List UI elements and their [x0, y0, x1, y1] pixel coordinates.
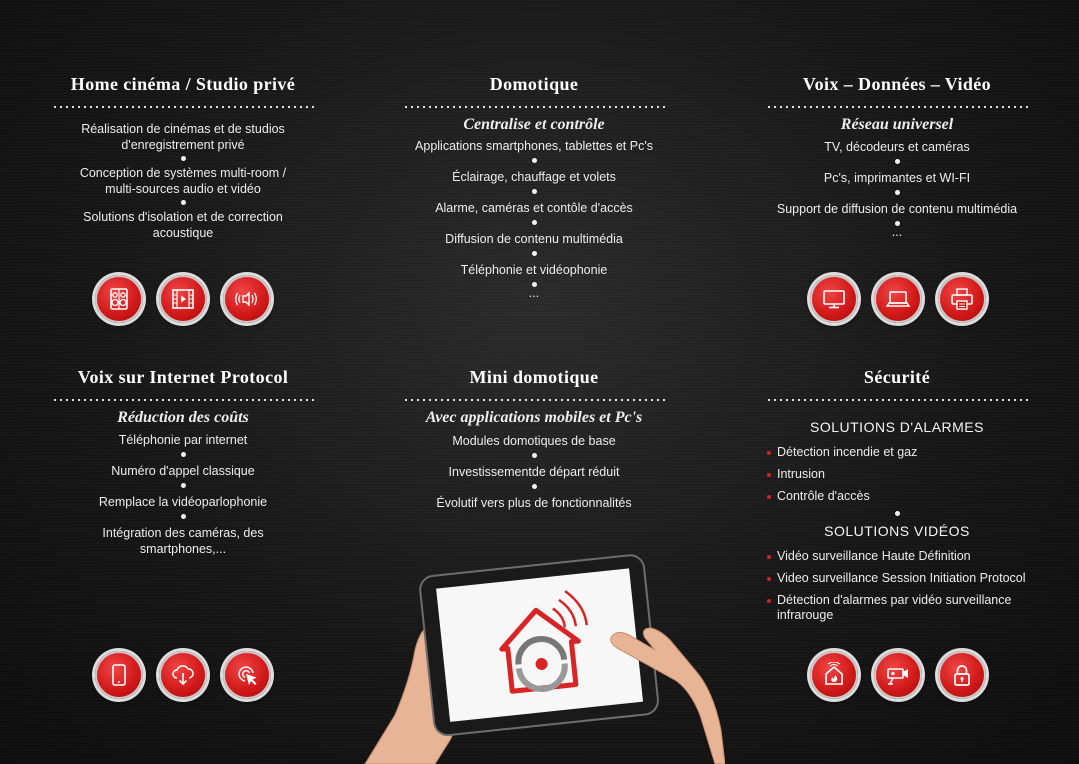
securite-icons [810, 651, 986, 699]
list-item: Contrôle d'accès [766, 489, 1028, 504]
dotted-divider [403, 398, 665, 402]
list-item: Détection d'alarmes par vidéo surveillance infrarouge [766, 593, 1028, 623]
bullet-separator [181, 156, 186, 161]
bullet-separator [895, 511, 900, 516]
list-item: Pc's, imprimantes et WI-FI [823, 171, 971, 185]
voix-donnees-video-title: Voix – Données – Vidéo [802, 74, 992, 94]
domotique-section [403, 73, 665, 299]
ellipsis: ... [528, 286, 540, 300]
list-item: Remplace la vidéoparlophonie [98, 495, 268, 509]
home-cinema-list [52, 121, 314, 241]
tablet-hands-illustration [355, 540, 725, 764]
list-item: Téléphonie et vidéophonie [460, 263, 608, 277]
film-icon [159, 275, 207, 323]
bullet-separator [532, 453, 537, 458]
bullet-separator [532, 220, 537, 225]
videos-list [766, 549, 1028, 623]
voix-donnees-video-list [766, 139, 1028, 238]
list-item: Intrusion [766, 467, 1028, 482]
list-item: Video surveillance Session Initiation Protocol [766, 571, 1028, 586]
list-item: Vidéo surveillance Haute Définition [766, 549, 1028, 564]
list-item: Éclairage, chauffage et volets [452, 170, 616, 184]
list-item: Téléphonie par internet [118, 433, 248, 447]
list-item: Modules domotiques de base [452, 434, 616, 448]
list-item: Investissementde départ réduit [448, 465, 620, 479]
mini-domotique-title: Mini domotique [469, 367, 599, 387]
voip-icons [95, 651, 271, 699]
voix-donnees-video-subtitle: Réseau universel [840, 116, 954, 133]
bullet-separator [532, 251, 537, 256]
laptop-icon [874, 275, 922, 323]
securite-section [766, 366, 1028, 630]
cloud-download-icon [159, 651, 207, 699]
padlock-icon [938, 651, 986, 699]
voix-donnees-video-icons [810, 275, 986, 323]
bullet-separator [532, 158, 537, 163]
bullet-separator [181, 452, 186, 457]
sound-waves-icon [223, 275, 271, 323]
list-item: Évolutif vers plus de fonctionnalités [436, 496, 632, 510]
ellipsis: ... [891, 225, 903, 239]
home-cinema-title: Home cinéma / Studio privé [70, 74, 296, 94]
list-item: Support de diffusion de contenu multimédia [776, 202, 1018, 216]
dotted-divider [52, 398, 314, 402]
monitor-icon [810, 275, 858, 323]
list-item: Solutions d'isolation et de correction acoustique [83, 210, 283, 240]
list-item: Diffusion de contenu multimédia [445, 232, 623, 246]
mini-domotique-subtitle: Avec applications mobiles et Pc's [425, 409, 643, 426]
bullet-separator [532, 484, 537, 489]
domotique-list [403, 138, 665, 299]
list-item: TV, décodeurs et caméras [824, 140, 970, 154]
bullet-separator [895, 190, 900, 195]
bullet-separator [181, 514, 186, 519]
security-camera-icon [874, 651, 922, 699]
list-item: Détection incendie et gaz [766, 445, 1028, 460]
dotted-divider [766, 398, 1028, 402]
bullet-separator [181, 483, 186, 488]
list-item: Numéro d'appel classique [111, 464, 255, 478]
list-item: Réalisation de cinémas et de studios d'enregistrement privé [81, 122, 285, 152]
list-item: Intégration des caméras, des smartphones,... [102, 526, 264, 556]
voip-title: Voix sur Internet Protocol [77, 367, 289, 387]
bullet-separator [181, 200, 186, 205]
home-cinema-section [52, 73, 314, 241]
dotted-divider [403, 105, 665, 109]
alarmes-list [766, 445, 1028, 504]
voip-section [52, 366, 314, 557]
printer-icon [938, 275, 986, 323]
list-item: Applications smartphones, tablettes et Pc's [415, 139, 653, 153]
domotique-subtitle: Centralise et contrôle [463, 116, 605, 133]
mini-domotique-list [403, 433, 665, 511]
home-cinema-icons [95, 275, 271, 323]
bullet-separator [532, 189, 537, 194]
fire-house-icon [810, 651, 858, 699]
dotted-divider [766, 105, 1028, 109]
voip-list [52, 432, 314, 557]
voip-subtitle: Réduction des coûts [117, 409, 249, 426]
bullet-separator [895, 159, 900, 164]
securite-title: Sécurité [863, 367, 931, 387]
list-item: Conception de systèmes multi-room / multi-sources audio et vidéo [79, 166, 287, 196]
touch-click-icon [223, 651, 271, 699]
speaker-icon [95, 275, 143, 323]
voix-donnees-video-section [766, 73, 1028, 238]
domotique-title: Domotique [489, 74, 579, 94]
mini-domotique-section [403, 366, 665, 511]
alarmes-heading: SOLUTIONS D'ALARMES [810, 419, 984, 435]
videos-heading: SOLUTIONS VIDÉOS [824, 523, 970, 539]
tablet-icon [95, 651, 143, 699]
list-item: Alarme, caméras et contôle d'accès [435, 201, 633, 215]
dotted-divider [52, 105, 314, 109]
